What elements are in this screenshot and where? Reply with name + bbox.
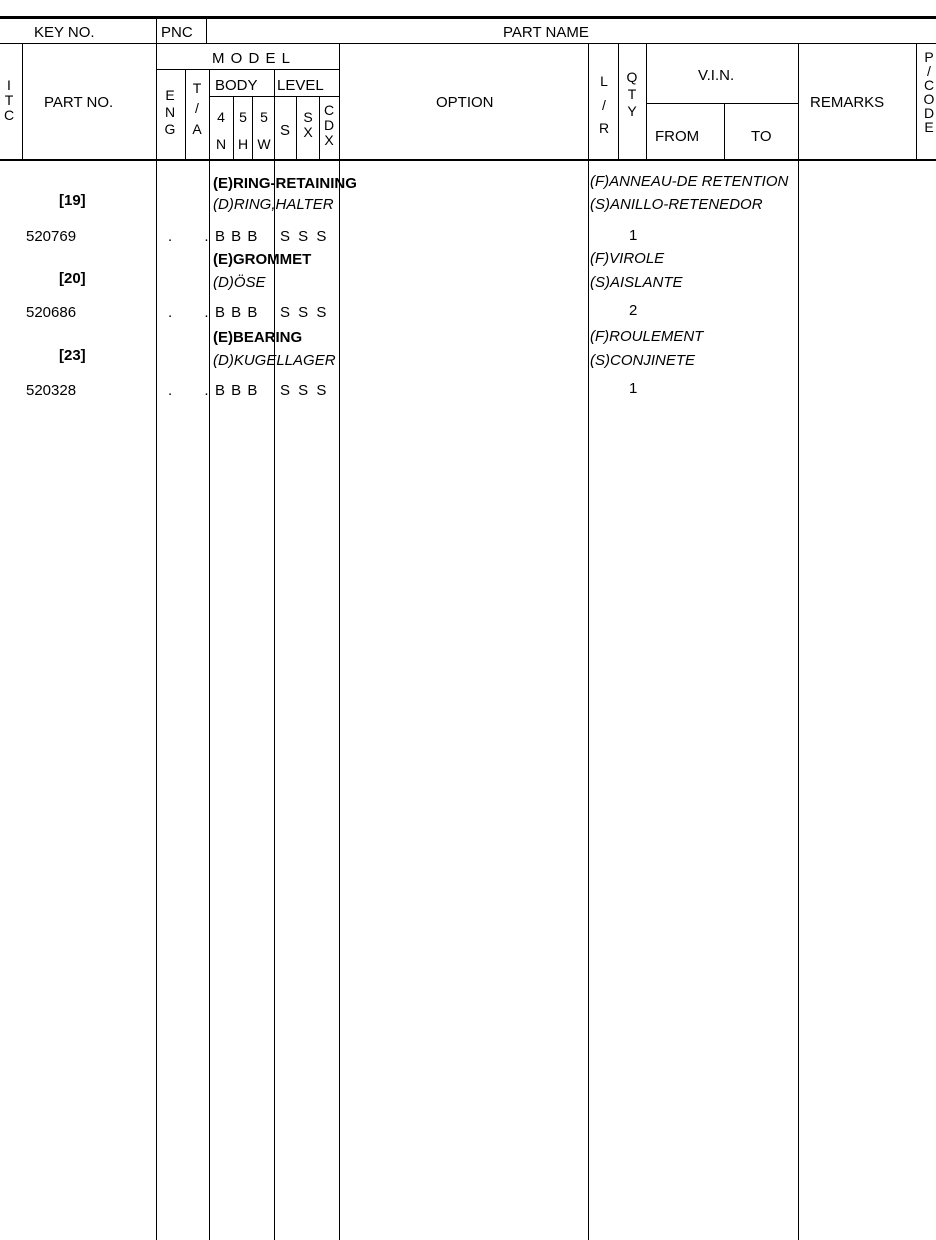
header-option: OPTION: [436, 94, 494, 111]
header-level-s: S: [280, 122, 291, 139]
col-line-option: [339, 43, 340, 1240]
header-body-w: W: [257, 136, 271, 152]
col-line-pcode: [916, 43, 917, 160]
header-level: LEVEL: [277, 77, 324, 94]
item-eng-ta-dots: . .: [168, 382, 223, 399]
col-line-lr: [588, 43, 589, 1240]
header-qty-y: Y: [627, 103, 637, 119]
item-name-spanish: (S)AISLANTE: [590, 274, 683, 291]
col-line-vin-mid: [724, 103, 725, 160]
col-line-level2: [319, 96, 320, 160]
header-itc-t: T: [4, 92, 14, 108]
header-body-n: N: [215, 136, 227, 152]
item-body-codes: B B B: [215, 228, 259, 245]
item-body-codes: B B B: [215, 382, 259, 399]
col-line-partno: [156, 17, 157, 1240]
item-name-german: (D)ÖSE: [213, 274, 266, 291]
model-subline: [156, 69, 339, 70]
item-name-spanish: (S)ANILLO-RETENEDOR: [590, 196, 763, 213]
header-eng-e: E: [165, 87, 175, 103]
header-pcode-d: D: [923, 105, 935, 121]
item-key-no: [20]: [59, 270, 86, 287]
header-eng-g: G: [164, 121, 176, 137]
vin-subline: [646, 103, 798, 104]
col-line-vin: [646, 43, 647, 160]
col-line-eng: [185, 69, 186, 160]
item-qty: 1: [629, 227, 638, 244]
header-ta-slash: /: [195, 100, 199, 116]
header-lr-l: L: [600, 73, 608, 89]
item-qty: 1: [629, 380, 638, 397]
item-part-no: 520769: [26, 228, 77, 245]
header-itc-c: C: [3, 107, 15, 123]
header-ta-t: T: [192, 80, 202, 96]
item-eng-ta-dots: . .: [168, 228, 223, 245]
col-line-body2: [252, 96, 253, 160]
item-key-no: [23]: [59, 347, 86, 364]
item-name-french: (F)ANNEAU-DE RETENTION: [590, 173, 789, 190]
header-body-4: 4: [217, 109, 225, 125]
item-part-no: 520328: [26, 382, 77, 399]
header-pnc: PNC: [161, 24, 193, 41]
item-name-english: (E)GROMMET: [213, 251, 312, 268]
header-part-name: PART NAME: [503, 24, 589, 41]
header-vin: V.I.N.: [698, 67, 735, 84]
item-level-codes: S S S: [280, 382, 329, 399]
header-pcode-e: E: [924, 119, 934, 135]
item-level-codes: S S S: [280, 304, 329, 321]
col-line-level1: [296, 96, 297, 160]
item-name-french: (F)VIROLE: [590, 250, 665, 267]
col-line-pnc: [206, 17, 207, 43]
header-body-5b: 5: [260, 109, 268, 125]
item-name-english: (E)BEARING: [213, 329, 303, 346]
header-body: BODY: [215, 77, 258, 94]
header-part-no: PART NO.: [44, 94, 114, 111]
item-name-german: (D)RING,HALTER: [213, 196, 334, 213]
item-key-no: [19]: [59, 192, 86, 209]
header-body-h: H: [237, 136, 249, 152]
header-vin-from: FROM: [655, 128, 700, 145]
header-key-no: KEY NO.: [34, 24, 95, 41]
header-lr-r: R: [598, 120, 610, 136]
header-body-5a: 5: [239, 109, 247, 125]
header-level-sx: S X: [303, 109, 313, 140]
item-eng-ta-dots: . .: [168, 304, 223, 321]
item-part-no: 520686: [26, 304, 77, 321]
col-line-body1: [233, 96, 234, 160]
header-remarks: REMARKS: [810, 94, 885, 111]
header-row1-line: [0, 43, 936, 44]
item-level-codes: S S S: [280, 228, 329, 245]
header-pcode-slash: /: [927, 63, 931, 79]
header-pcode-c: C: [923, 77, 935, 93]
col-line-remarks: [798, 43, 799, 1240]
header-lr-slash: /: [602, 97, 606, 113]
header-qty-t: T: [627, 86, 637, 102]
col-line-qty: [618, 43, 619, 160]
header-qty-q: Q: [626, 69, 638, 85]
header-ta-a: A: [192, 121, 202, 137]
header-vin-to: TO: [751, 128, 772, 145]
top-border-line: [0, 16, 936, 19]
header-pcode-o: O: [923, 91, 935, 107]
header-pcode-p: P: [924, 49, 934, 65]
item-body-codes: B B B: [215, 304, 259, 321]
item-name-spanish: (S)CONJINETE: [590, 352, 695, 369]
item-name-german: (D)KUGELLAGER: [213, 352, 336, 369]
item-name-english: (E)RING-RETAINING: [213, 175, 357, 192]
col-line-body-level: [274, 69, 275, 1240]
col-line-itc: [22, 43, 23, 160]
header-bottom-line: [0, 159, 936, 161]
header-eng-n: N: [164, 104, 176, 120]
header-level-cdx: C D X: [323, 102, 335, 148]
item-qty: 2: [629, 302, 638, 319]
item-name-french: (F)ROULEMENT: [590, 328, 704, 345]
header-itc-i: I: [7, 77, 11, 93]
header-model: M O D E L: [212, 50, 292, 67]
